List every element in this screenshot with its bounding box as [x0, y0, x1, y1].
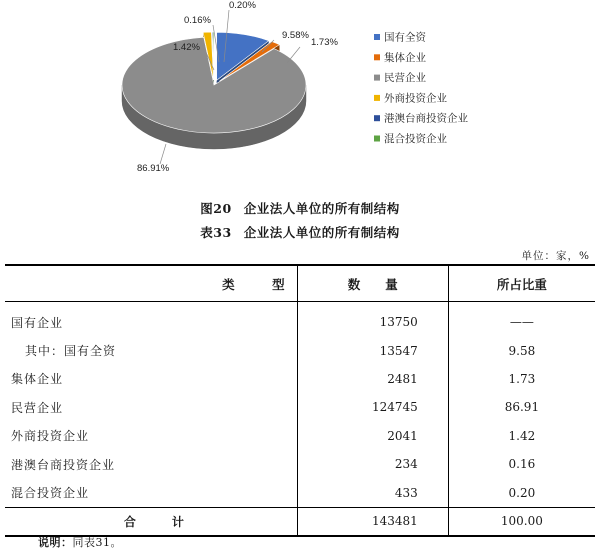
table-row — [5, 450, 595, 478]
pie-chart — [0, 0, 600, 190]
total-row — [5, 507, 595, 536]
table-header-row — [5, 265, 595, 302]
row-type: 集体企业 — [11, 372, 64, 387]
row-type: 外商投资企业 — [11, 429, 90, 444]
legend-label-0: 国有全资 — [384, 31, 426, 44]
row-type: 其中：国有全资 — [25, 344, 117, 359]
total-count: 143481 — [297, 507, 448, 536]
row-share: 86.91 — [448, 393, 595, 421]
row-type: 混合投资企业 — [11, 486, 90, 501]
note — [38, 534, 122, 550]
legend-swatch-5 — [374, 136, 380, 142]
legend-label-3: 外商投资企业 — [384, 92, 447, 105]
legend-swatch-0 — [374, 34, 380, 40]
slice-label-5: 0.20% — [229, 0, 256, 11]
legend-label-2: 民营企业 — [384, 72, 426, 85]
row-share: 1.73 — [448, 365, 595, 393]
note-text: 同表31。 — [72, 536, 122, 549]
legend — [374, 31, 468, 146]
table-number: 表33 — [200, 225, 232, 240]
row-count: 2041 — [297, 422, 448, 450]
row-type: 民营企业 — [11, 400, 64, 415]
row-count: 2481 — [297, 365, 448, 393]
legend-label-4: 港澳台商投资企业 — [384, 112, 468, 125]
legend-label-5: 混合投资企业 — [384, 133, 447, 145]
figure-number: 图20 — [200, 201, 232, 216]
table-body — [5, 302, 595, 508]
slice-label-2: 86.91% — [137, 163, 170, 174]
slice-label-1: 1.73% — [311, 37, 338, 48]
row-type: 港澳台商投资企业 — [11, 457, 116, 472]
legend-swatch-2 — [374, 75, 380, 81]
row-share: 0.16 — [448, 450, 595, 478]
row-share: 9.58 — [448, 336, 595, 364]
row-count: 433 — [297, 478, 448, 507]
row-count: 13750 — [297, 302, 448, 337]
table-row — [5, 422, 595, 450]
row-count: 124745 — [297, 393, 448, 421]
row-count: 234 — [297, 450, 448, 478]
total-share: 100.00 — [448, 507, 595, 536]
total-label: 合 计 — [5, 507, 297, 536]
row-share: 0.20 — [448, 478, 595, 507]
row-count: 13547 — [297, 336, 448, 364]
table-row — [5, 365, 595, 393]
header-count: 数 量 — [297, 265, 448, 302]
table-title: 企业法人单位的所有制结构 — [243, 225, 400, 240]
legend-swatch-4 — [374, 115, 380, 121]
table-row — [5, 393, 595, 421]
table-row — [5, 336, 595, 364]
row-share: —— — [448, 302, 595, 337]
slice-label-3: 1.42% — [173, 42, 200, 53]
table-row — [5, 302, 595, 337]
unit-text: 单位：家，% — [521, 250, 590, 262]
ownership-table — [5, 264, 595, 537]
figure-title: 企业法人单位的所有制结构 — [243, 201, 400, 216]
legend-label-1: 集体企业 — [384, 51, 426, 64]
row-share: 1.42 — [448, 422, 595, 450]
slice-label-0: 9.58% — [282, 30, 309, 41]
table-caption — [0, 223, 600, 241]
row-type: 国有企业 — [11, 315, 64, 330]
header-share: 所占比重 — [448, 265, 595, 302]
figure-caption — [0, 199, 600, 217]
leader-line-2 — [160, 144, 166, 164]
note-label: 说明： — [38, 536, 73, 549]
slice-label-4: 0.16% — [184, 15, 211, 26]
header-type: 类 型 — [5, 265, 297, 302]
legend-swatch-1 — [374, 54, 380, 60]
table-row — [5, 478, 595, 507]
legend-swatch-3 — [374, 95, 380, 101]
